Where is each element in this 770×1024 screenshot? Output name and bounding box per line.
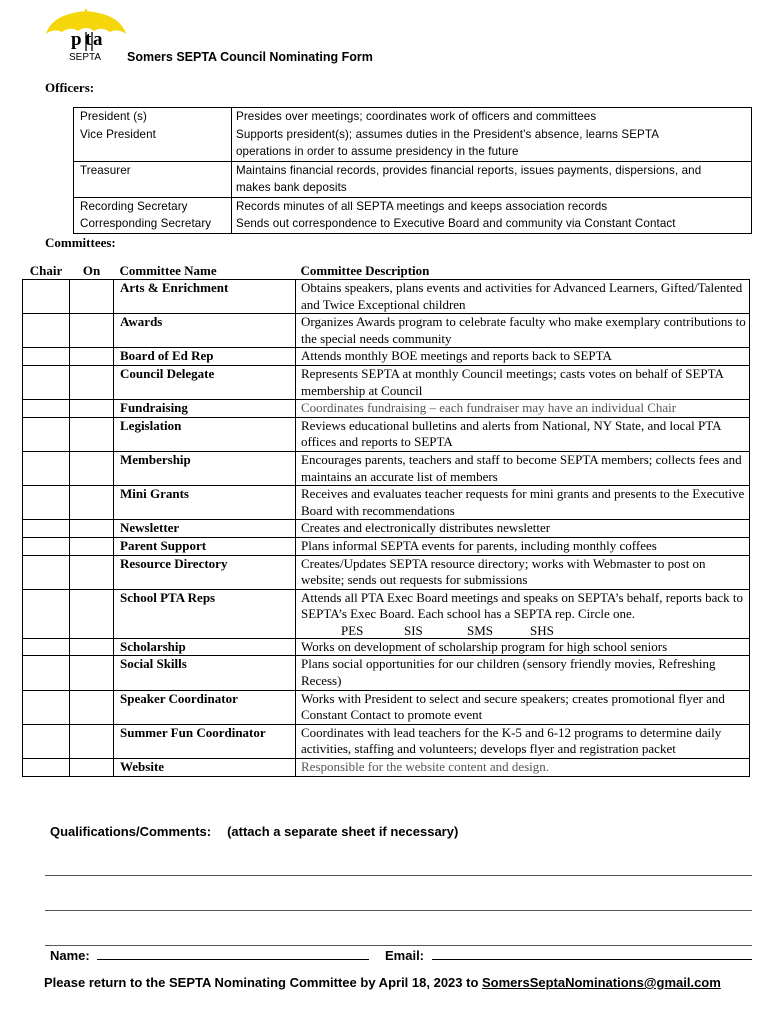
chair-checkbox-cell[interactable] — [23, 451, 70, 485]
chair-column-header: Chair — [29, 263, 63, 278]
committee-row — [23, 451, 750, 485]
officer-description-line: Supports president(s); assumes duties in the President’s absence, learns SEPTA — [236, 127, 660, 141]
on-checkbox-cell[interactable] — [70, 589, 114, 638]
committee-name-cell — [114, 280, 296, 314]
committee-row — [23, 417, 750, 451]
on-checkbox-cell[interactable] — [70, 314, 114, 348]
committee-name: Awards — [120, 314, 163, 330]
chair-checkbox-cell[interactable] — [23, 589, 70, 638]
email-field[interactable] — [432, 947, 752, 960]
officer-role-name: Corresponding Secretary — [80, 217, 212, 230]
committee-description: Encourages parents, teachers and staff to become SEPTA members; collects fees and maintains an accurate list of members — [301, 451, 742, 484]
committee-name: Membership — [120, 451, 191, 467]
officer-description-cell — [232, 197, 752, 233]
committee-description: Creates/Updates SEPTA resource directory; works with Webmaster to post on website; sends out requests for submissions — [301, 555, 706, 588]
committee-description-cell — [296, 451, 750, 485]
officer-description-line: Presides over meetings; coordinates work of officers and committees — [236, 110, 597, 123]
committee-name: Social Skills — [120, 656, 187, 672]
committee-row — [23, 690, 750, 724]
officer-role-name: Treasurer — [80, 163, 131, 177]
committee-description: Reviews educational bulletins and alerts from National, NY State, and local PTA offices and reports to SEPTA — [301, 417, 721, 450]
committee-name-cell — [114, 400, 296, 418]
qualifications-note: (attach a separate sheet if necessary) — [227, 824, 459, 839]
return-email-link[interactable]: SomersSeptaNominations@gmail.com — [482, 975, 721, 990]
committee-row — [23, 520, 750, 538]
committee-description-cell — [296, 656, 750, 690]
committee-name-cell — [114, 537, 296, 555]
chair-checkbox-cell[interactable] — [23, 348, 70, 366]
qualifications-section — [50, 824, 458, 839]
chair-checkbox-cell[interactable] — [23, 280, 70, 314]
committee-name-cell — [114, 520, 296, 538]
chair-checkbox-cell[interactable] — [23, 400, 70, 418]
comments-line-3[interactable] — [45, 945, 752, 946]
committee-name: Website — [120, 759, 165, 775]
committee-description: Obtains speakers, plans events and activities for Advanced Learners, Gifted/Talented and Twice Exceptional children — [301, 280, 743, 312]
committee-description: Responsible for the website content and design. — [301, 759, 550, 775]
committee-row — [23, 724, 750, 758]
committee-name-cell — [114, 451, 296, 485]
chair-checkbox-cell[interactable] — [23, 486, 70, 520]
committee-name-column-header: Committee Name — [119, 263, 217, 278]
committee-name: Newsletter — [120, 520, 180, 536]
on-checkbox-cell[interactable] — [70, 520, 114, 538]
officer-row — [74, 108, 752, 162]
on-checkbox-cell[interactable] — [70, 365, 114, 399]
committee-description: Works with President to select and secure speakers; creates promotional flyer and Constant Contact to promote event — [301, 690, 725, 723]
committee-description-cell — [296, 589, 750, 638]
officer-role-cell — [74, 197, 232, 233]
committee-row — [23, 537, 750, 555]
committee-name: Arts & Enrichment — [120, 280, 229, 295]
committee-name: Parent Support — [120, 537, 207, 553]
committee-row — [23, 348, 750, 366]
committee-row — [23, 486, 750, 520]
chair-checkbox-cell[interactable] — [23, 724, 70, 758]
on-checkbox-cell[interactable] — [70, 486, 114, 520]
form-title: Somers SEPTA Council Nominating Form — [127, 50, 373, 64]
committee-description: Coordinates with lead teachers for the K-5 and 6-12 programs to determine daily activities, staffing and volunteers; develops flyer and registration packet — [301, 724, 722, 757]
return-instructions — [44, 975, 721, 990]
chair-checkbox-cell[interactable] — [23, 555, 70, 589]
on-checkbox-cell[interactable] — [70, 417, 114, 451]
chair-checkbox-cell[interactable] — [23, 520, 70, 538]
committee-description: Plans social opportunities for our children (sensory friendly movies, Refreshing Recess) — [301, 656, 716, 689]
school-option[interactable]: SIS — [404, 622, 423, 638]
committee-description-cell — [296, 486, 750, 520]
school-option[interactable]: SHS — [530, 622, 554, 638]
chair-checkbox-cell[interactable] — [23, 759, 70, 777]
school-options — [301, 623, 746, 638]
committee-description-cell — [296, 348, 750, 366]
committee-name-cell — [114, 724, 296, 758]
committee-description: Plans informal SEPTA events for parents, including monthly coffees — [301, 537, 657, 553]
committee-name-cell — [114, 589, 296, 638]
on-checkbox-cell[interactable] — [70, 638, 114, 656]
school-option[interactable]: SMS — [467, 622, 494, 638]
officer-role-name: Vice President — [80, 127, 156, 141]
committee-description-cell — [296, 724, 750, 758]
name-email-row — [50, 947, 752, 963]
committees-label: Committees: — [45, 235, 116, 250]
comments-line-2[interactable] — [45, 910, 752, 911]
committee-name-cell — [114, 417, 296, 451]
officer-description-line: Records minutes of all SEPTA meetings and keeps association records — [236, 199, 608, 213]
chair-checkbox-cell[interactable] — [23, 638, 70, 656]
officer-role-name: President (s) — [80, 110, 148, 123]
officer-row — [74, 161, 752, 197]
committee-description-cell — [296, 690, 750, 724]
committee-name-cell — [114, 638, 296, 656]
officer-description-line: makes bank deposits — [236, 181, 347, 194]
committee-description-cell — [296, 314, 750, 348]
name-label: Name: — [50, 948, 90, 963]
committee-description: Coordinates fundraising – each fundraiser may have an individual Chair — [301, 400, 677, 416]
committees-header-row — [23, 262, 750, 280]
committee-description: Attends all PTA Exec Board meetings and speaks on SEPTA’s behalf, reports back to SEPTA’s Exec Board. Each school has a SEPTA rep. Circle one. — [301, 589, 743, 622]
logo-t-letter: t — [85, 29, 92, 50]
comments-line-1[interactable] — [45, 875, 752, 876]
committee-row — [23, 759, 750, 777]
committee-description-cell — [296, 417, 750, 451]
logo-a-letter: a — [93, 29, 103, 50]
committee-name: Resource Directory — [120, 555, 228, 571]
committee-row — [23, 400, 750, 418]
chair-checkbox-cell[interactable] — [23, 690, 70, 724]
committee-name: Legislation — [120, 417, 182, 433]
name-field[interactable] — [97, 947, 369, 960]
committee-description: Represents SEPTA at monthly Council meetings; casts votes on behalf of SEPTA membership at Council — [301, 365, 724, 398]
committee-name: Speaker Coordinator — [120, 690, 238, 706]
committee-row — [23, 638, 750, 656]
on-checkbox-cell[interactable] — [70, 348, 114, 366]
committee-name: Scholarship — [120, 638, 186, 654]
committee-description-cell — [296, 365, 750, 399]
committee-row — [23, 280, 750, 314]
committee-row — [23, 365, 750, 399]
committee-row — [23, 589, 750, 638]
committee-row — [23, 656, 750, 690]
committee-name: Mini Grants — [120, 486, 189, 502]
on-checkbox-cell[interactable] — [70, 537, 114, 555]
committee-description-cell — [296, 400, 750, 418]
committee-name-cell — [114, 348, 296, 366]
committee-name: School PTA Reps — [120, 589, 216, 605]
committees-table — [22, 262, 750, 777]
on-checkbox-cell[interactable] — [70, 724, 114, 758]
committee-description-cell — [296, 520, 750, 538]
chair-checkbox-cell[interactable] — [23, 537, 70, 555]
school-option[interactable]: PES — [341, 622, 364, 638]
logo-p-letter: p — [71, 29, 82, 50]
on-checkbox-cell[interactable] — [70, 280, 114, 314]
on-checkbox-cell[interactable] — [70, 656, 114, 690]
pta-septa-logo — [44, 8, 128, 66]
committee-description: Creates and electronically distributes newsletter — [301, 520, 551, 536]
on-checkbox-cell[interactable] — [70, 690, 114, 724]
qualifications-label: Qualifications/Comments: — [50, 824, 212, 839]
officer-description-cell — [232, 108, 752, 162]
committee-name-cell — [114, 365, 296, 399]
committee-row — [23, 314, 750, 348]
chair-checkbox-cell[interactable] — [23, 314, 70, 348]
officer-description-line: Sends out correspondence to Executive Board and community via Constant Contact — [236, 217, 676, 230]
committee-name-cell — [114, 656, 296, 690]
committee-row — [23, 555, 750, 589]
committee-name-cell — [114, 486, 296, 520]
on-checkbox-cell[interactable] — [70, 759, 114, 777]
committee-description-cell — [296, 638, 750, 656]
officers-table — [73, 107, 752, 234]
committee-description-column-header: Committee Description — [300, 263, 430, 278]
chair-checkbox-cell[interactable] — [23, 656, 70, 690]
committee-description: Works on development of scholarship program for high school seniors — [301, 638, 668, 654]
officer-description-line: operations in order to assume presidency in the future — [236, 145, 519, 158]
on-checkbox-cell[interactable] — [70, 555, 114, 589]
officer-description-cell — [232, 161, 752, 197]
committee-name-cell — [114, 759, 296, 777]
officer-role-cell — [74, 161, 232, 197]
on-column-header: On — [82, 263, 101, 278]
committee-name-cell — [114, 314, 296, 348]
committee-name: Fundraising — [120, 400, 188, 416]
return-note-text: Please return to the SEPTA Nominating Committee by April 18, 2023 to — [44, 975, 479, 990]
chair-checkbox-cell[interactable] — [23, 417, 70, 451]
committee-description-cell — [296, 280, 750, 314]
committee-description: Attends monthly BOE meetings and reports back to SEPTA — [301, 348, 612, 364]
committee-description-cell — [296, 555, 750, 589]
committee-description-cell — [296, 759, 750, 777]
committee-name-cell — [114, 555, 296, 589]
committee-name: Council Delegate — [120, 365, 215, 381]
chair-checkbox-cell[interactable] — [23, 365, 70, 399]
committee-name: Summer Fun Coordinator — [120, 724, 266, 740]
logo-septa-text: SEPTA — [69, 52, 102, 63]
committee-name-cell — [114, 690, 296, 724]
committee-description: Organizes Awards program to celebrate faculty who make exemplary contributions to the special needs community — [301, 314, 746, 346]
officer-role-name: Recording Secretary — [80, 199, 188, 213]
officers-label: Officers: — [45, 80, 95, 95]
on-checkbox-cell[interactable] — [70, 400, 114, 418]
officer-row — [74, 197, 752, 233]
email-label: Email: — [385, 948, 425, 963]
officer-role-cell — [74, 108, 232, 162]
committee-description: Receives and evaluates teacher requests for mini grants and presents to the Executive Board with recommendations — [301, 486, 745, 518]
officer-description-line: Maintains financial records, provides financial reports, issues payments, dispersions, and — [236, 163, 702, 177]
committee-name: Board of Ed Rep — [120, 348, 214, 364]
committee-description-cell — [296, 537, 750, 555]
on-checkbox-cell[interactable] — [70, 451, 114, 485]
